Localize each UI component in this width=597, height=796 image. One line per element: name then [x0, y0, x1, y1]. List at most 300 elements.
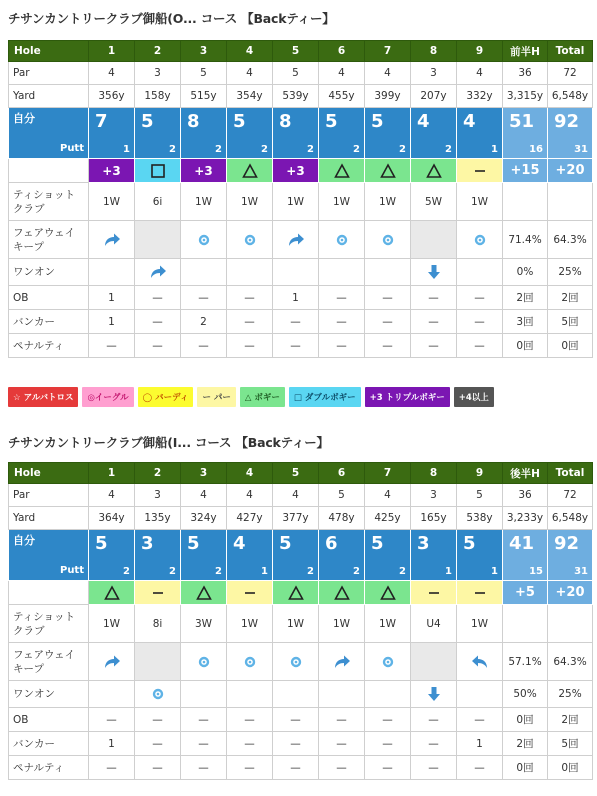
hole-number: 8 [411, 463, 457, 484]
par-dash-icon [242, 585, 258, 601]
tee_club-cell: 1W [457, 183, 503, 221]
yard-cell: 356y [89, 85, 135, 108]
target-circle-icon [149, 686, 167, 702]
bunker-half: 3回 [503, 310, 548, 334]
triple-bogey-text: +3 [102, 163, 121, 178]
par-dash-icon [150, 585, 166, 601]
putts-value: 2 [445, 144, 452, 155]
target-circle-icon [195, 232, 213, 248]
yard-cell: 135y [135, 507, 181, 530]
fairway-label: フェアウェイ キープ [9, 221, 89, 259]
fairway-row [9, 643, 593, 681]
penalty-total: 0回 [548, 334, 593, 358]
penalty-row [9, 756, 593, 780]
penalty-cell: — [319, 334, 365, 358]
legend-item: +3 トリプルボギー [365, 387, 450, 407]
bunker-row [9, 732, 593, 756]
par-cell: 3 [411, 62, 457, 85]
fairway-total: 64.3% [548, 221, 593, 259]
fairway-cell [365, 643, 411, 681]
penalty-cell: — [457, 756, 503, 780]
yard-half: 3,233y [503, 507, 548, 530]
one-on-total: 25% [548, 681, 593, 708]
tee_club-cell: 1W [319, 605, 365, 643]
result-cell [89, 581, 135, 605]
tee_club-total [548, 605, 593, 643]
total-label: Total [548, 41, 593, 62]
fairway-cell [273, 643, 319, 681]
fairway-cell [457, 643, 503, 681]
yard-cell: 207y [411, 85, 457, 108]
par-cell: 4 [273, 484, 319, 507]
fairway-cell [411, 221, 457, 259]
putts-value: 1 [123, 144, 130, 155]
strokes-value: 5 [233, 111, 246, 132]
one-on-cell [411, 259, 457, 286]
hole-number: 6 [319, 41, 365, 62]
par-row [9, 62, 593, 85]
target-circle-icon [241, 232, 259, 248]
arrow-down-icon [425, 686, 443, 702]
one-on-row [9, 681, 593, 708]
score-cell [411, 530, 457, 581]
ob-total: 2回 [548, 708, 593, 732]
tee_club-total [548, 183, 593, 221]
ob-cell: — [89, 708, 135, 732]
par-cell: 4 [227, 62, 273, 85]
one-on-cell [181, 681, 227, 708]
par-total: 72 [548, 484, 593, 507]
par-cell: 4 [457, 62, 503, 85]
result-cell [227, 581, 273, 605]
one-on-label: ワンオン [9, 259, 89, 286]
yard-row [9, 85, 593, 108]
one-on-cell [319, 259, 365, 286]
ob-cell: — [227, 286, 273, 310]
par-label: Par [9, 484, 89, 507]
fairway-label: フェアウェイ キープ [9, 643, 89, 681]
ob-label: OB [9, 708, 89, 732]
tee_club-label: ティショット クラブ [9, 605, 89, 643]
one-on-cell [273, 259, 319, 286]
tee_club-cell: 1W [273, 605, 319, 643]
bunker-label: バンカー [9, 310, 89, 334]
hole-number: 7 [365, 463, 411, 484]
tee_club-cell: 5W [411, 183, 457, 221]
score-cell [181, 530, 227, 581]
target-circle-icon [471, 232, 489, 248]
fairway-cell [227, 643, 273, 681]
yard-cell: 377y [273, 507, 319, 530]
putts-value: 2 [261, 144, 268, 155]
score-cell [319, 530, 365, 581]
score-cell [457, 530, 503, 581]
par-cell: 5 [457, 484, 503, 507]
one-on-cell [227, 681, 273, 708]
ob-cell: — [181, 286, 227, 310]
bogey-triangle-icon [380, 163, 396, 179]
tee_club-row [9, 605, 593, 643]
penalty-cell: — [135, 756, 181, 780]
one-on-row [9, 259, 593, 286]
result-total: +20 [548, 581, 593, 605]
one-on-cell [181, 259, 227, 286]
ob-cell: — [181, 708, 227, 732]
hole-label: Hole [9, 41, 89, 62]
ob-half: 2回 [503, 286, 548, 310]
yard-cell: 364y [89, 507, 135, 530]
one-on-cell [89, 259, 135, 286]
fairway-cell [227, 221, 273, 259]
penalty-label: ペナルティ [9, 756, 89, 780]
penalty-cell: — [273, 756, 319, 780]
strokes-value: 8 [187, 111, 200, 132]
triple-bogey-text: +3 [286, 163, 305, 178]
par-dash-icon [426, 585, 442, 601]
strokes-value: 92 [554, 111, 580, 132]
result-cell [411, 159, 457, 183]
one-on-cell [365, 259, 411, 286]
yard-cell: 539y [273, 85, 319, 108]
par-cell: 4 [365, 484, 411, 507]
legend-item: ー パー [197, 387, 235, 407]
strokes-value: 4 [417, 111, 430, 132]
bunker-cell: — [135, 732, 181, 756]
ob-cell: — [135, 286, 181, 310]
tee_club-cell: 8i [135, 605, 181, 643]
penalty-cell: — [365, 756, 411, 780]
hole-number: 2 [135, 41, 181, 62]
putts-value: 1 [445, 566, 452, 577]
bunker-cell: — [273, 732, 319, 756]
score-cell [273, 108, 319, 159]
tee_club-half [503, 183, 548, 221]
result-cell [273, 581, 319, 605]
tee_club-cell: U4 [411, 605, 457, 643]
yard-cell: 324y [181, 507, 227, 530]
one-on-label: ワンオン [9, 681, 89, 708]
bogey-triangle-icon [334, 585, 350, 601]
putts-value: 2 [169, 566, 176, 577]
ob-row [9, 708, 593, 732]
fairway-cell [457, 221, 503, 259]
par-half: 36 [503, 62, 548, 85]
bogey-triangle-icon [426, 163, 442, 179]
score-cell [89, 530, 135, 581]
hole-number: 5 [273, 463, 319, 484]
score-cell [273, 530, 319, 581]
one-on-cell [457, 681, 503, 708]
self-score-row [9, 530, 593, 581]
yard-cell: 538y [457, 507, 503, 530]
yard-cell: 165y [411, 507, 457, 530]
hole-number: 5 [273, 41, 319, 62]
result-half: +5 [503, 581, 548, 605]
bunker-cell: — [135, 310, 181, 334]
self-label: 自分 [13, 112, 35, 125]
strokes-value: 5 [371, 533, 384, 554]
target-circle-icon [379, 654, 397, 670]
tee_club-cell: 1W [273, 183, 319, 221]
one-on-cell [365, 681, 411, 708]
penalty-cell: — [181, 334, 227, 358]
yard-label: Yard [9, 85, 89, 108]
hole-number: 6 [319, 463, 365, 484]
hole-header-row [9, 463, 593, 484]
ob-cell: — [457, 286, 503, 310]
penalty-cell: — [319, 756, 365, 780]
ob-cell: — [365, 708, 411, 732]
arrow-curve-left-icon [471, 654, 489, 670]
scorecard-table [8, 462, 593, 780]
legend-item: ☆ アルバトロス [8, 387, 78, 407]
putts-value: 2 [307, 144, 314, 155]
self-label-cell [9, 108, 89, 159]
bunker-label: バンカー [9, 732, 89, 756]
result-row [9, 581, 593, 605]
penalty-label: ペナルティ [9, 334, 89, 358]
hole-number: 4 [227, 463, 273, 484]
yard-cell: 158y [135, 85, 181, 108]
bunker-cell: — [319, 310, 365, 334]
par-cell: 4 [89, 484, 135, 507]
putts-value: 2 [399, 566, 406, 577]
par-cell: 3 [135, 484, 181, 507]
one-on-total: 25% [548, 259, 593, 286]
putts-value: 2 [123, 566, 130, 577]
hole-header-row [9, 41, 593, 62]
score-cell [89, 108, 135, 159]
fairway-cell [135, 221, 181, 259]
fairway-cell [411, 643, 457, 681]
putt-label: Putt [59, 143, 84, 154]
penalty-cell: — [227, 756, 273, 780]
score-cell [457, 108, 503, 159]
bunker-total: 5回 [548, 732, 593, 756]
yard-total: 6,548y [548, 85, 593, 108]
bogey-triangle-icon [288, 585, 304, 601]
fairway-half: 57.1% [503, 643, 548, 681]
result-row [9, 159, 593, 183]
fairway-cell [273, 221, 319, 259]
tee_club-cell: 1W [89, 605, 135, 643]
yard-cell: 399y [365, 85, 411, 108]
putts-value: 2 [399, 144, 406, 155]
arrow-down-icon [425, 264, 443, 280]
penalty-cell: — [89, 756, 135, 780]
result-cell [319, 581, 365, 605]
result-cell [135, 159, 181, 183]
fairway-total: 64.3% [548, 643, 593, 681]
score-cell [411, 108, 457, 159]
fairway-cell [89, 643, 135, 681]
par-dash-icon [472, 585, 488, 601]
par-cell: 5 [319, 484, 365, 507]
par-cell: 5 [273, 62, 319, 85]
tee_club-label: ティショット クラブ [9, 183, 89, 221]
bunker-total: 5回 [548, 310, 593, 334]
strokes-value: 6 [325, 533, 338, 554]
legend-item: ◎イーグル [82, 387, 133, 407]
score-cell [135, 530, 181, 581]
result-half: +15 [503, 159, 548, 183]
hole-number: 1 [89, 463, 135, 484]
result-legend [8, 387, 494, 407]
result-cell [319, 159, 365, 183]
one-on-half: 0% [503, 259, 548, 286]
ob-cell: 1 [89, 286, 135, 310]
putts-value: 1 [261, 566, 268, 577]
legend-item: ◯ バーディ [138, 387, 194, 407]
bunker-cell: 2 [181, 310, 227, 334]
strokes-value: 5 [371, 111, 384, 132]
bunker-cell: 1 [457, 732, 503, 756]
target-circle-icon [241, 654, 259, 670]
bunker-cell: 1 [89, 732, 135, 756]
one-on-cell [319, 681, 365, 708]
result-cell [273, 159, 319, 183]
tee_club-cell: 3W [181, 605, 227, 643]
strokes-value: 51 [509, 111, 535, 132]
strokes-value: 5 [187, 533, 200, 554]
fairway-cell [319, 221, 365, 259]
penalty-cell: — [365, 334, 411, 358]
hole-number: 1 [89, 41, 135, 62]
par-cell: 4 [319, 62, 365, 85]
tee_club-cell: 6i [135, 183, 181, 221]
score-cell [365, 530, 411, 581]
fairway-cell [135, 643, 181, 681]
result-cell [365, 159, 411, 183]
ob-cell: — [411, 708, 457, 732]
score-cell [365, 108, 411, 159]
bunker-cell: — [273, 310, 319, 334]
strokes-value: 8 [279, 111, 292, 132]
penalty-row [9, 334, 593, 358]
penalty-cell: — [411, 756, 457, 780]
fairway-cell [181, 221, 227, 259]
ob-cell: 1 [273, 286, 319, 310]
tee_club-cell: 1W [181, 183, 227, 221]
putts-value: 1 [491, 566, 498, 577]
tee_club-cell: 1W [365, 183, 411, 221]
score-cell [135, 108, 181, 159]
bunker-cell: — [227, 732, 273, 756]
bunker-cell: — [365, 732, 411, 756]
result-label [9, 581, 89, 605]
one-on-cell [227, 259, 273, 286]
par-label: Par [9, 62, 89, 85]
putts-value: 2 [169, 144, 176, 155]
arrow-curve-right-icon [149, 264, 167, 280]
yard-cell: 425y [365, 507, 411, 530]
bunker-cell: — [227, 310, 273, 334]
penalty-half: 0回 [503, 756, 548, 780]
half-label: 後半H [503, 463, 548, 484]
hole-number: 2 [135, 463, 181, 484]
result-total: +20 [548, 159, 593, 183]
putts-value: 31 [574, 144, 588, 155]
yard-cell: 515y [181, 85, 227, 108]
arrow-curve-right-icon [287, 232, 305, 248]
hole-number: 9 [457, 41, 503, 62]
tee_club-cell: 1W [227, 183, 273, 221]
target-circle-icon [379, 232, 397, 248]
result-cell [227, 159, 273, 183]
target-circle-icon [287, 654, 305, 670]
bogey-triangle-icon [196, 585, 212, 601]
score-cell [548, 108, 593, 159]
fairway-cell [89, 221, 135, 259]
bunker-cell: — [181, 732, 227, 756]
bogey-triangle-icon [104, 585, 120, 601]
bunker-cell: — [365, 310, 411, 334]
penalty-cell: — [227, 334, 273, 358]
result-cell [135, 581, 181, 605]
bunker-cell: — [457, 310, 503, 334]
strokes-value: 3 [141, 533, 154, 554]
one-on-cell [411, 681, 457, 708]
yard-cell: 354y [227, 85, 273, 108]
yard-half: 3,315y [503, 85, 548, 108]
score-cell [319, 108, 365, 159]
yard-cell: 455y [319, 85, 365, 108]
penalty-cell: — [181, 756, 227, 780]
strokes-value: 5 [141, 111, 154, 132]
penalty-cell: — [273, 334, 319, 358]
bogey-triangle-icon [242, 163, 258, 179]
ob-cell: — [227, 708, 273, 732]
arrow-curve-right-icon [103, 654, 121, 670]
score-cell [227, 530, 273, 581]
strokes-value: 5 [325, 111, 338, 132]
result-cell [365, 581, 411, 605]
putts-value: 15 [529, 566, 543, 577]
arrow-curve-right-icon [333, 654, 351, 670]
yard-cell: 478y [319, 507, 365, 530]
par-cell: 3 [135, 62, 181, 85]
one-on-cell [457, 259, 503, 286]
result-cell [89, 159, 135, 183]
legend-item: △ ボギー [240, 387, 285, 407]
hole-number: 8 [411, 41, 457, 62]
fairway-cell [319, 643, 365, 681]
hole-number: 9 [457, 463, 503, 484]
penalty-cell: — [135, 334, 181, 358]
bunker-cell: — [319, 732, 365, 756]
ob-total: 2回 [548, 286, 593, 310]
self-label: 自分 [13, 534, 35, 547]
putts-value: 2 [215, 144, 222, 155]
par-cell: 4 [181, 484, 227, 507]
legend-item: +4以上 [454, 387, 494, 407]
strokes-value: 4 [463, 111, 476, 132]
score-cell [548, 530, 593, 581]
ob-row [9, 286, 593, 310]
bogey-triangle-icon [380, 585, 396, 601]
par-row [9, 484, 593, 507]
par-total: 72 [548, 62, 593, 85]
total-label: Total [548, 463, 593, 484]
ob-label: OB [9, 286, 89, 310]
strokes-value: 5 [463, 533, 476, 554]
putt-label: Putt [59, 565, 84, 576]
double-bogey-square-icon [150, 163, 166, 179]
one-on-cell [135, 681, 181, 708]
result-cell [457, 581, 503, 605]
result-cell [181, 581, 227, 605]
tee_club-half [503, 605, 548, 643]
